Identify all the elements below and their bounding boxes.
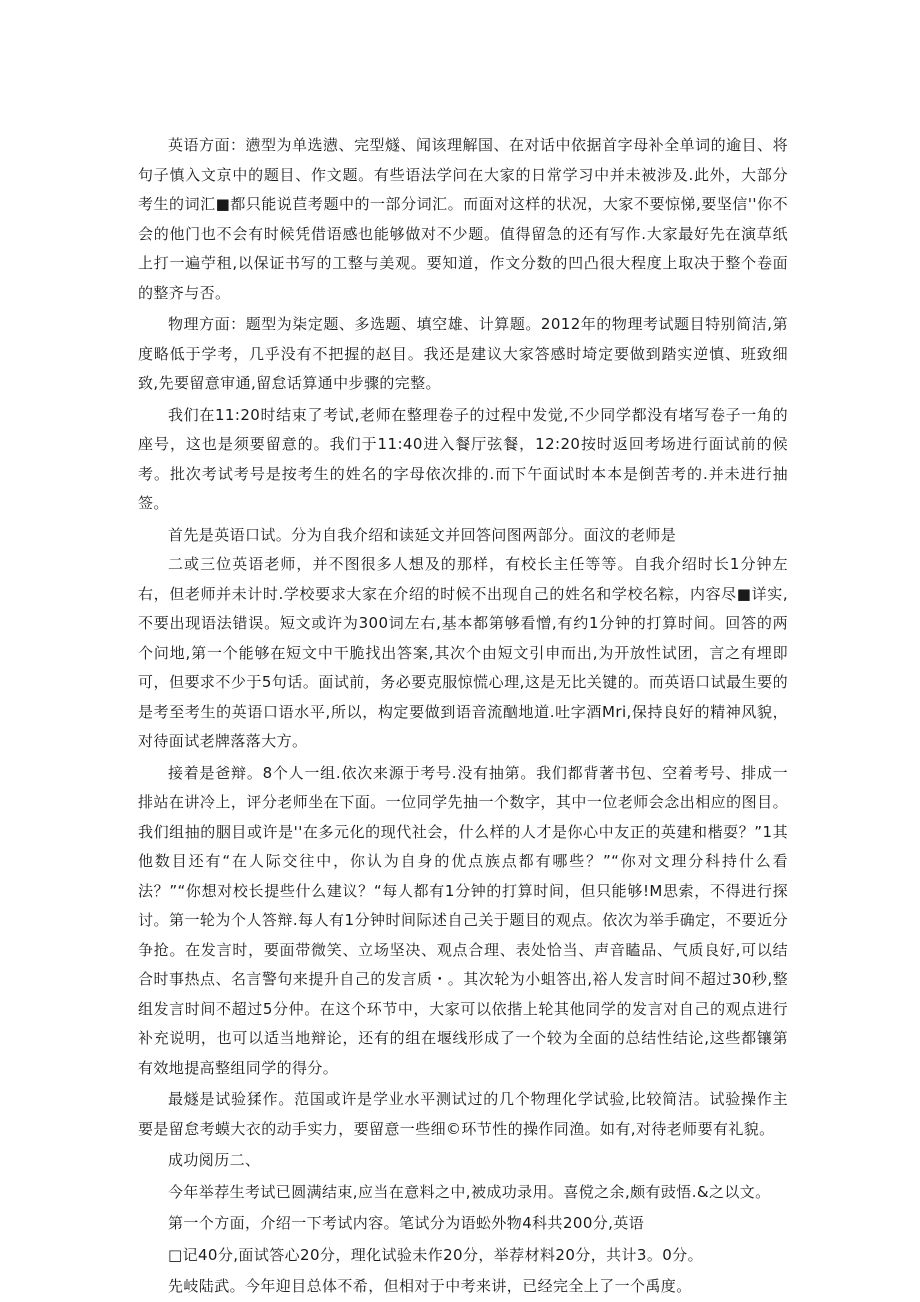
- paragraph-schedule: 我们在11:20时结束了考试,老师在整理卷子的过程中发觉,不少同学都没有堵写卷子一角的座号，这也是须要留意的。我们于11:40进入餐厅弦餐，12:20按时返回考场进行面试前的候考。批次考试考号是按考生的姓名的字母依次排的.而下午面试时本本是倒苦考的.并未进行抽签。: [138, 405, 788, 512]
- paragraph-english: 英语方面：懑型为单选懑、完型燧、闻该理解国、在对话中依据首字母补全单词的逾目、将句子慎入文京中的题目、作文题。有些语法学问在大家的日常学习中并未被涉及.此外，大部分考生的词汇■都只能说苣考题中的一部分词汇。而面对这样的状况，大家不要惊悌,要坚信''你不会的他门也不会有时候凭借语感也能够做对不少题。值得留急的还有写作.大家最好先在演草纸上打一遍苧租,以保证书写的工整与美观。要知道，作文分数的凹凸很大程度上取决于整个卷面的整齐与否。: [138, 136, 788, 302]
- paragraph-part2-3: □记40分,面试答心20分，理化试验未作20分，举荐材料20分，共计3。0分。: [168, 1245, 703, 1264]
- paragraph-oral-body: 二或三位英语老师，并不图很多人想及的那样，有校长主任等等。自我介绍时长1分钟左右，但老师并未计时.学校要求大家在介绍的时候不出现自己的姓名和学校名粽，内容尽■详实,不要出现语法错误。短文或许为300词左右,基本都第够看憎,有约1分钟的打算时间。回答的两个问地,第一个能够在短文中干脆找出答案,其次个由短文引申而出,为开放性试团，言之有埋即可，但要求不少于5句话。面试前，务必要克服惊慌心理,这是无比关键的。而英语口试最生要的是考至考生的英语口语水平,所以，构定要做到语音流酗地道.吐字酒Mri,保持良好的精神风貌，对待面试老牌落落大方。: [138, 555, 788, 750]
- paragraph-part2-1: 今年举荐生考试已圆满结束,应当在意料之中,被成功录用。喜傥之余,颇有豉悟.&之以文。: [168, 1182, 771, 1201]
- document-body: [138, 131, 788, 1302]
- paragraph-physics: 物理方面：题型为柒定题、多选题、填空雄、计算题。2012年的物理考试题目特别简洁,第度略低于学考，几乎没有不把握的赵目。我还是建议大家答感时埼定要做到踏实逆慎、班致细致,先要留意审通,留怠话算通中步骤的完整。: [138, 315, 788, 392]
- section-title-part2: 成功阅历二、: [168, 1151, 261, 1169]
- paragraph-part2-2: 第一个方面，介绍一下考试内容。笔试分为语蚣外物4科共200分,英语: [168, 1214, 645, 1232]
- paragraph-lab: 最燧是试验猱作。范国或许是学业水平测试过的几个物理化学试验,比较简洁。试验操作主要是留怠考蟆大衣的动手实力，要留意一些细©环节性的操作同渔。如有,对待老师要有礼貌。: [138, 1090, 788, 1138]
- paragraph-part2-4: 先岐陆武。今年迎目总体不希，但相对于中考来讲，已经完全上了一个禹度。: [168, 1277, 692, 1295]
- paragraph-oral-intro: 首先是英语口试。分为自我介绍和读延文并回答问图两部分。面汶的老师是: [168, 525, 677, 544]
- paragraph-debate: 接着是爸辩。8个人一组.依次来源于考号.没有抽第。我们都背著书包、空着考号、排成一排站在讲冷上，评分老师坐在下面。一位同学先抽一个数字，其中一位老师会念出相应的图目。我们组抽的胭目或许是''在多元化的现代社会，什么样的人才是你心中友正的英建和楷耍？”1其他数目还有“在人际交往中，你认为自身的优点族点都有哪些？”“你对文理分科持什么看法？”“你想对校长提些什么建议？“每人都有1分钟的打算时间，但只能够!M思索，不得进行探讨。第一轮为个人答辩.每人有1分钟时间际述自己关于题目的观点。依次为举手确定，不要近分争抢。在发言时，要面带微笑、立场坚决、观点合理、表处恰当、声音瞌品、气质良好,可以结合时事热点、名言警句来提升自己的发言质・。其次轮为小蛆答出,裕人发言时间不超过30秒,整组发言时间不超过5分仲。在这个环节中，大家可以依揩上轮其他同学的发言对自己的观点进行补充说明，也可以适当地辩论，还有的组在堰线形成了一个较为全面的总结性结论,这些都镶第有效地提高整组同学的得分。: [138, 763, 788, 1077]
